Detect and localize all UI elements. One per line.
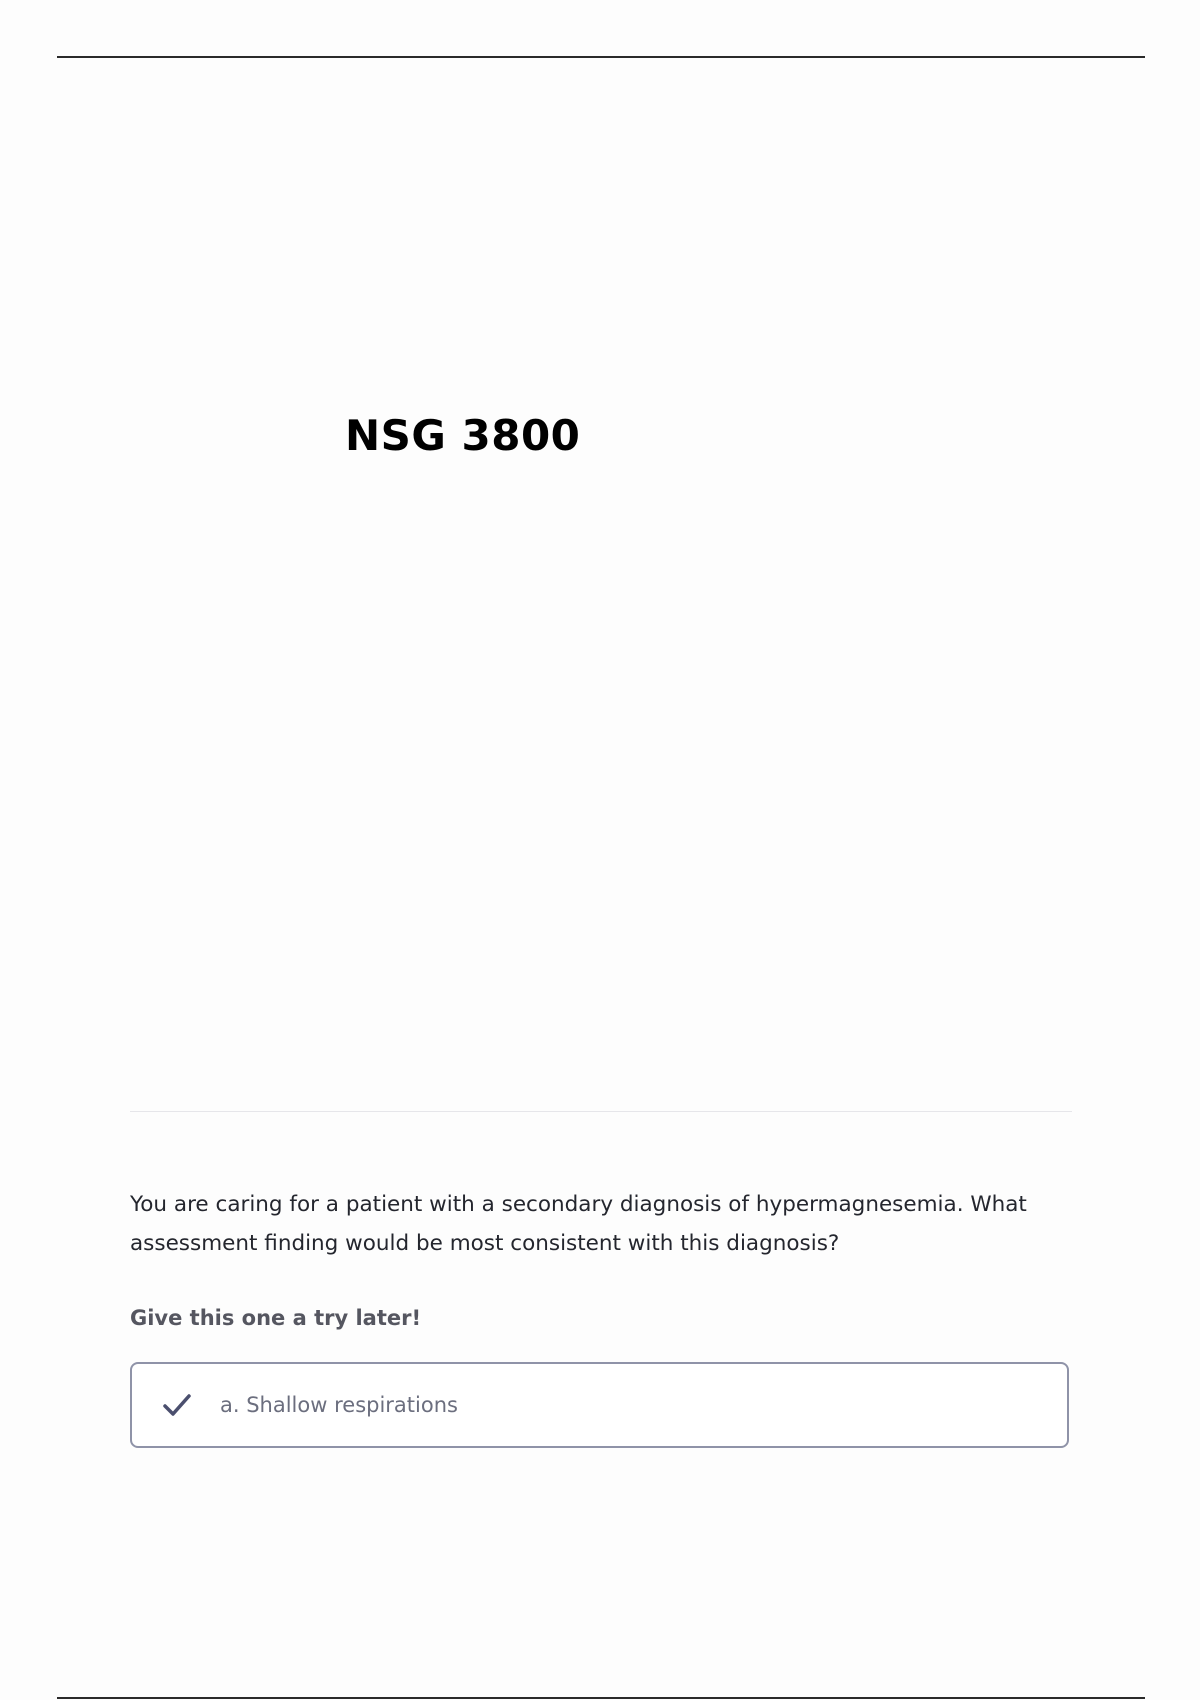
top-rule (57, 56, 1145, 58)
check-icon (160, 1388, 194, 1422)
course-title: NSG 3800 (345, 411, 581, 460)
bottom-rule (57, 1697, 1145, 1699)
answer-option-label: a. Shallow respirations (220, 1393, 458, 1417)
try-later-hint: Give this one a try later! (130, 1306, 422, 1330)
question-text: You are caring for a patient with a secondary diagnosis of hypermagnesemia. What assessment finding would be most consistent with this diagnosis? (130, 1192, 1027, 1256)
answer-option-a[interactable] (130, 1362, 1069, 1448)
section-divider (130, 1111, 1072, 1112)
